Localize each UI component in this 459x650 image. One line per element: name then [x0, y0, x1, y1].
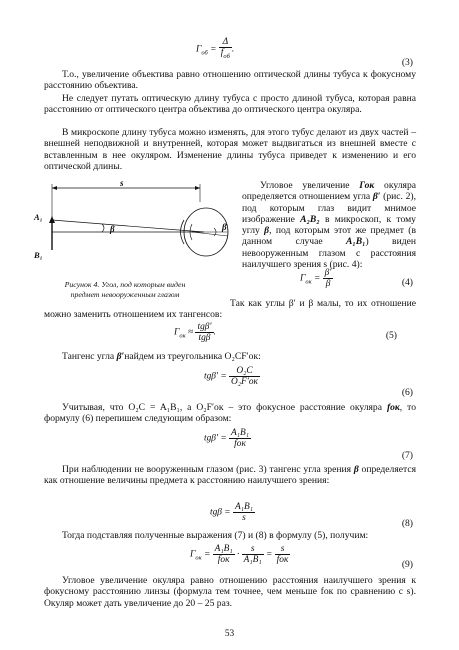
equation-7: tgβ′ = $\frac{\text{A₁B₁}}{\text{fок}}$ [204, 428, 250, 449]
equation-7-number: (7) [401, 450, 413, 461]
paragraph-9: Угловое увеличение окуляра равно отношению расстояния наилучшего зрения к фокусному расстоянию линзы (формула тем точнее, чем меньше fок по сравнению с s). Окуляр может дать увеличение до 20 – 25 раз. [44, 575, 416, 609]
equation-8-number: (8) [401, 518, 413, 529]
fig-label-b1: B₁ [34, 250, 43, 260]
paragraph-1: Т.о., увеличение объектива равно отношению оптической длины тубуса к фокусному расстоянию объектива. [44, 69, 416, 92]
fig-label-s: s [120, 178, 124, 188]
equation-5-number: (5) [385, 330, 397, 341]
paragraph-7: При наблюдении не вооруженным глазом (рис. 3) тангенс угла зрения β определяется как отношение величины предмета к расстоянию наилучшего зрения: [44, 464, 416, 487]
equation-8: tgβ = $\frac{\text{A₁B₁}}{s}$ [210, 502, 253, 523]
paragraph-6: Учитывая, что O₂C = A₁B₁, а O₂F′ок – это фокусное расстояние окуляра fок, то формулу (6) перепишем следующим образом: [44, 402, 416, 425]
paragraph-4: Так как углы β′ и β малы, то их отношение можно заменить отношением их тангенсов: [44, 298, 416, 321]
equation-6: tgβ′ = $\frac{\text{O₂C}}{\text{O₂F′ок}}$ [204, 366, 258, 387]
paragraph-3: В микроскопе длину тубуса можно изменять, для этого тубус делают из двух частей – внешней неподвижной и внутренней, которая может выдвигаться из внешней вместе с вставленным в нее окуляром. Изменение длины тубуса приведет к изменению и его оптической длины. [44, 127, 416, 172]
paragraph-8: Тогда подставляя полученные выражения (7) и (8) в формулу (5), получим: [62, 530, 369, 541]
equation-4-number: (4) [401, 277, 413, 288]
page-number: 53 [224, 629, 235, 639]
equation-9: $\Gamma_{ок}$ = $\frac{\text{A₁B₁}}{\text{fок}}$ · $\frac{s}{\text{A₁B₁}}$ = $\frac{s}{\text{fок}}$ [190, 544, 289, 565]
figure-4-diagram [44, 176, 234, 270]
paragraph-5: Тангенс угла β′найдем из треугольника O₂CF′ок: [62, 351, 261, 362]
equation-5: $\Gamma_{ок}$ ≈ $\frac{\text{tgβ′}}{\text{tgβ}}$ . [174, 322, 216, 343]
paragraph-2: Не следует путать оптическую длину тубуса с просто длиной тубуса, которая равна расстоянию от оптического центра объектива до оптического центра окуляра. [44, 93, 416, 116]
figure-4-caption: Рисунок 4. Угол, под которым виден предмет невооруженным глазом [64, 280, 186, 299]
fig-label-beta-right: β [222, 222, 227, 232]
right-column-paragraph: Угловое увеличение Гок окуляра определяется отношением угла β′ (рис. 2), под которым глаз видит мнимое изображение A₂B₂ в микроскоп, к тому углу β, под которым этот же предмет (в данном случае A₁B₁) виден невооруженным глазом с расстояния наилучшего зрения s (рис. 4): [242, 180, 416, 271]
equation-3: $\Gamma_{об}$ = $\frac{\Delta}{f_{об}}$ . [196, 37, 235, 60]
fig-label-beta-left: β [110, 224, 115, 234]
equation-4: $\Gamma_{ок}$ = $\frac{\beta'}{\beta}$ [300, 268, 332, 289]
fig-label-a1: A₁ [34, 212, 43, 222]
equation-9-number: (9) [401, 559, 413, 570]
equation-3-number: (3) [401, 57, 413, 68]
equation-6-number: (6) [401, 387, 413, 398]
